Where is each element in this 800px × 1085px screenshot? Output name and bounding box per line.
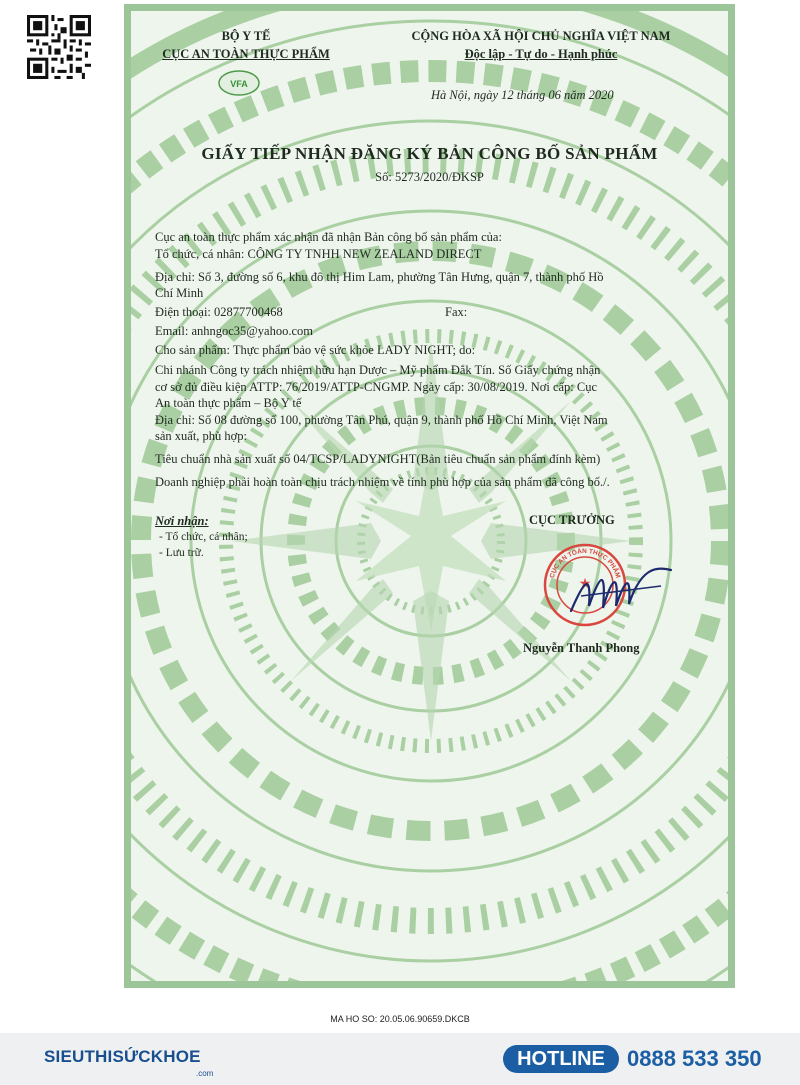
intro-line: Cục an toàn thực phẩm xác nhận đã nhận Bản công bố sản phẩm của: [155, 230, 502, 244]
organization-line: Tổ chức, cá nhân: CÔNG TY TNHH NEW ZEALAND DIRECT [155, 247, 482, 261]
department-name: CỤC AN TOÀN THỰC PHẨM [162, 47, 330, 61]
ministry-name: BỘ Y TẾ [221, 29, 271, 43]
recipients-heading: Nơi nhận: [155, 514, 209, 528]
file-code: MA HO SO: 20.05.06.90659.DKCB [330, 1014, 470, 1024]
national-motto: Độc lập - Tự do - Hạnh phúc [464, 47, 618, 61]
recipient-item: - Tổ chức, cá nhân; [159, 531, 248, 543]
emblem-text: VFA [230, 79, 248, 89]
signer-name: Nguyễn Thanh Phong [523, 641, 640, 655]
brand-logo-text[interactable]: SIEUTHISỨCKHOE [44, 1047, 201, 1066]
standard-line: Tiêu chuẩn nhà sản xuất số 04/TCSP/LADYNIGHT(Bản tiêu chuẩn sản phẩm đính kèm) [155, 452, 601, 466]
svg-text:★: ★ [578, 577, 592, 592]
footer-bar [0, 1033, 800, 1085]
issue-date: Hà Nội, ngày 12 tháng 06 năm 2020 [431, 88, 614, 102]
brand-domain: .com [196, 1069, 214, 1078]
vfa-emblem [217, 69, 261, 97]
address-line-2: Chí Minh [155, 286, 204, 300]
republic-name: CỘNG HÒA XÃ HỘI CHỦ NGHĨA VIỆT NAM [411, 29, 671, 43]
hotline-number[interactable]: 0888 533 350 [627, 1046, 762, 1071]
document-title: GIẤY TIẾP NHẬN ĐĂNG KÝ BẢN CÔNG BỐ SẢN PHẨM [201, 144, 658, 163]
maker-address-line-1: Địa chỉ: Số 08 đường số 100, phường Tân Phú, quận 9, thành phố Hồ Chí Minh, Việt Nam [155, 413, 608, 427]
certificate-document [124, 4, 735, 988]
address-line-1: Địa chỉ: Số 3, đường số 6, khu đô thị Him Lam, phường Tân Hưng, quận 7, thành phố Hồ [155, 270, 604, 284]
maker-line-1: Chi nhánh Công ty trách nhiệm hữu hạn Dược – Mỹ phẩm Đắk Tín. Số Giấy chứng nhận [155, 363, 601, 377]
maker-line-2: cơ sở đủ điều kiện ATTP: 76/2019/ATTP-CNGMP. Ngày cấp: 30/08/2019. Nơi cấp: Cục [155, 380, 598, 394]
document-number: Số: 5273/2020/ĐKSP [375, 170, 484, 184]
phone-line: Điện thoại: 02877700468 [155, 305, 283, 319]
maker-address-line-2: sản xuất, phù hợp: [155, 429, 248, 443]
product-line: Cho sản phẩm: Thực phẩm bảo vệ sức khỏe LADY NIGHT; do: [155, 343, 476, 357]
email-line: Email: anhngoc35@yahoo.com [155, 324, 314, 338]
maker-line-3: An toàn thực phẩm – Bộ Y tế [155, 396, 302, 410]
qr-code [27, 15, 91, 79]
signer-title: CỤC TRƯỞNG [529, 513, 615, 527]
responsibility-line: Doanh nghiệp phải hoàn toàn chịu trách nhiệm về tính phù hợp của sản phẩm đã công bố./. [155, 475, 610, 489]
seal-text: CỤC AN TOÀN THỰC PHẨM [548, 547, 622, 579]
fax-line: Fax: [445, 305, 468, 319]
hotline-badge[interactable]: HOTLINE [503, 1045, 619, 1073]
signature [561, 556, 681, 626]
recipient-item: - Lưu trữ. [159, 547, 204, 559]
